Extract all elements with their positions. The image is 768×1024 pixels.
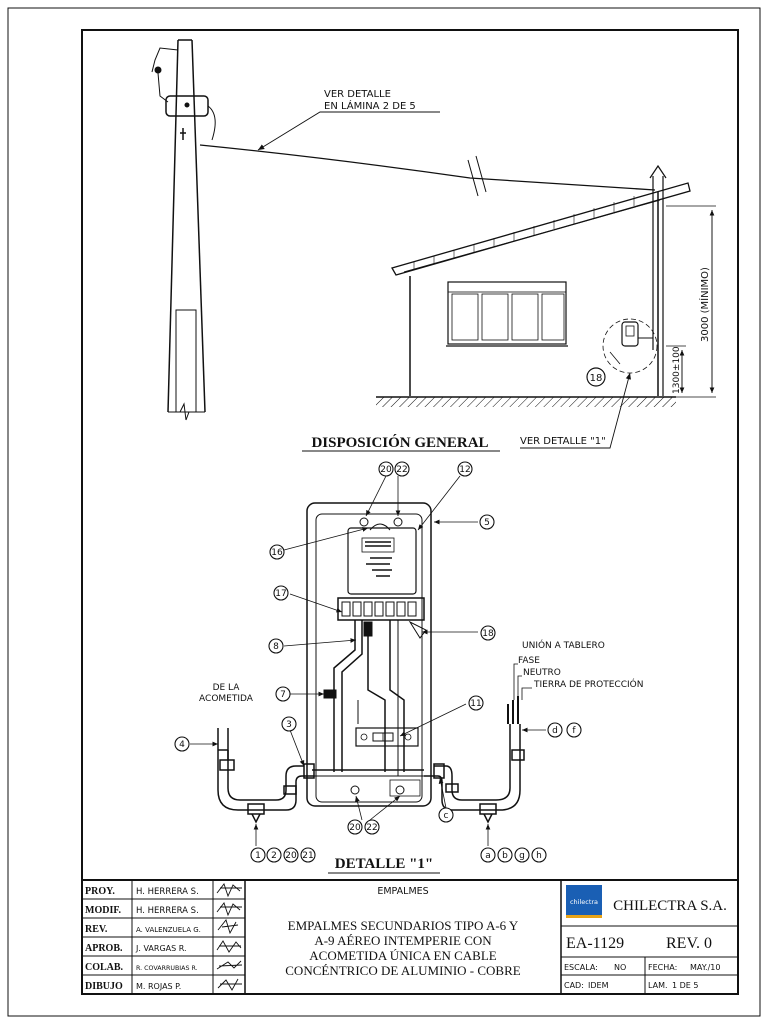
callout-4: 4 <box>179 740 185 750</box>
callout-d: d <box>552 726 558 736</box>
callout-5: 5 <box>484 518 490 528</box>
description-line-1: EMPALMES SECUNDARIOS TIPO A-6 Y <box>287 918 519 933</box>
fase-label: FASE <box>518 656 540 666</box>
name-rev: A. VALENZUELA G. <box>136 926 201 934</box>
general-arrangement-title: DISPOSICIÓN GENERAL <box>311 435 489 451</box>
union-tablero-label: UNIÓN A TABLERO <box>522 641 605 651</box>
name-proy: H. HERRERA S. <box>136 887 199 897</box>
company-name: CHILECTRA S.A. <box>613 898 727 914</box>
meter-enclosure <box>307 503 431 806</box>
dimension-3000-label: 3000 (MÍNIMO) <box>700 267 711 342</box>
ver-detalle-note-1: VER DETALLE <box>324 89 391 100</box>
service-drop-cable <box>200 145 655 190</box>
utility-pole <box>152 40 215 420</box>
callout-20-left: 20 <box>285 851 297 861</box>
de-la-acometida-label-1: DE LA <box>212 683 240 693</box>
callout-2: 2 <box>271 851 277 861</box>
callout-g: g <box>519 851 525 861</box>
neutro-label: NEUTRO <box>523 668 561 678</box>
callout-1: 1 <box>255 851 261 861</box>
role-modif: MODIF. <box>85 905 122 916</box>
revision-label: REV. 0 <box>666 935 712 952</box>
callout-h: h <box>536 851 542 861</box>
tierra-label: TIERRA DE PROTECCIÓN <box>534 680 644 690</box>
category-label: EMPALMES <box>377 886 429 897</box>
role-aprob: APROB. <box>85 943 123 954</box>
left-conduit <box>218 728 314 822</box>
drawing-frame <box>82 30 738 994</box>
cad-value: IDEM <box>588 981 609 990</box>
name-dibujo: M. ROJAS P. <box>136 982 182 991</box>
description-line-3: ACOMETIDA ÚNICA EN CABLE <box>309 948 497 963</box>
callout-b: b <box>502 851 508 861</box>
role-proy: PROY. <box>85 886 115 897</box>
window-frame <box>448 282 566 344</box>
callout-c: c <box>443 811 449 821</box>
ver-detalle-note-2: EN LÁMINA 2 DE 5 <box>324 101 416 112</box>
callout-20-top: 20 <box>380 465 392 475</box>
house-meter-callout-label: 18 <box>589 373 603 384</box>
callout-7: 7 <box>280 690 286 700</box>
callout-f: f <box>572 726 576 736</box>
lam-label: LAM. <box>648 981 668 990</box>
fecha-value: MAY./10 <box>690 963 721 972</box>
callout-17: 17 <box>275 589 287 599</box>
role-rev: REV. <box>85 924 108 935</box>
callout-21: 21 <box>302 851 314 861</box>
escala-value: NO <box>614 963 627 972</box>
description-line-2: A-9 AÉREO INTEMPERIE CON <box>314 933 492 948</box>
callout-22-bottom: 22 <box>366 823 378 833</box>
name-colab: R. COVARRUBIAS R. <box>136 965 198 972</box>
house <box>376 166 690 407</box>
fecha-label: FECHA: <box>648 963 678 972</box>
escala-label: ESCALA: <box>564 963 598 972</box>
dimension-1300-label: 1300±100 <box>672 346 682 394</box>
role-dibujo: DIBUJO <box>85 981 123 992</box>
neutral-bar <box>356 728 418 746</box>
terminal-block <box>338 598 424 620</box>
callout-a: a <box>485 851 491 861</box>
drawing-metadata <box>564 963 720 990</box>
callout-3: 3 <box>286 720 292 730</box>
title-block-roles <box>85 886 124 992</box>
callout-16: 16 <box>271 548 283 558</box>
callout-22-top: 22 <box>396 465 408 475</box>
name-modif: H. HERRERA S. <box>136 906 199 916</box>
callout-8: 8 <box>273 642 279 652</box>
right-conduit <box>424 696 524 822</box>
de-la-acometida-label-2: ACOMETIDA <box>199 694 253 704</box>
callout-11: 11 <box>470 699 482 709</box>
ver-detalle-1-note: VER DETALLE "1" <box>520 436 606 447</box>
description-line-4: CONCÉNTRICO DE ALUMINIO - COBRE <box>285 963 521 978</box>
general-arrangement <box>152 40 716 448</box>
callout-12: 12 <box>459 465 471 475</box>
lam-value: 1 DE 5 <box>672 981 699 990</box>
cad-label: CAD: <box>564 981 584 990</box>
role-colab: COLAB. <box>85 962 124 973</box>
drawing-description <box>285 918 521 978</box>
name-aprob: J. VARGAS R. <box>136 944 187 953</box>
ground-hatch <box>376 397 676 407</box>
callout-20-bottom: 20 <box>349 823 361 833</box>
logo-text: chilectra <box>569 898 599 906</box>
drawing-number: EA-1129 <box>566 935 625 952</box>
detail-1-title: DETALLE "1" <box>334 856 434 872</box>
callout-18: 18 <box>482 629 494 639</box>
